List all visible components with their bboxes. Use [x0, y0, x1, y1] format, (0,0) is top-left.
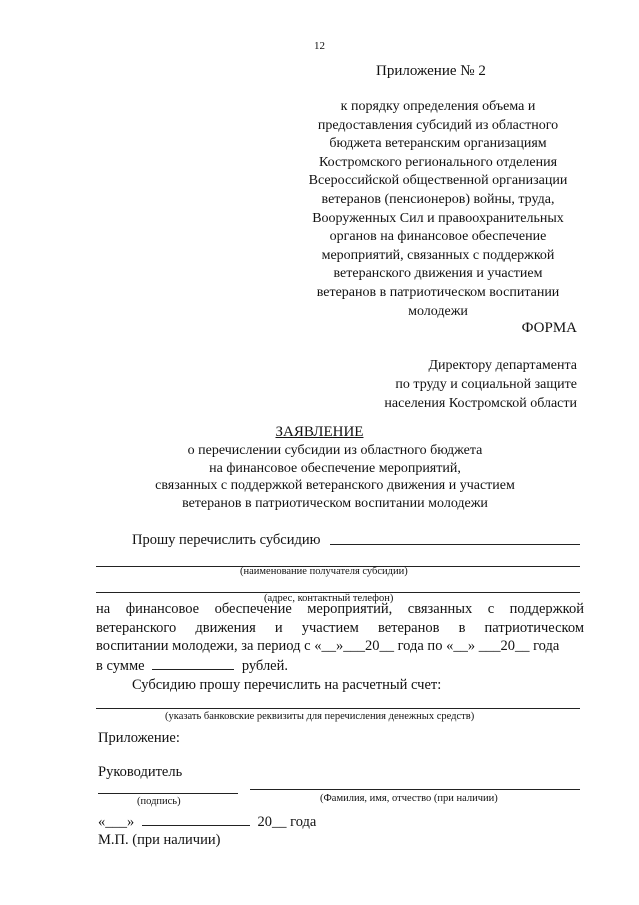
recipient-input-line[interactable]	[330, 544, 580, 545]
word: участием	[301, 619, 359, 636]
subtitle-line: связанных с поддержкой ветеранского движения и участием	[155, 478, 515, 493]
word: связанных	[407, 601, 473, 617]
bank-caption: (указать банковские реквизиты для перечисления денежных средств)	[165, 711, 475, 722]
subtitle-line: ветеранов в патриотическом воспитании молодежи	[182, 495, 488, 511]
annex-line: ветеранов (пенсионеров) войны, труда,	[321, 191, 555, 207]
annex-line: Костромского регионального отделения	[318, 154, 558, 170]
page-number: 12	[314, 40, 325, 52]
period-paragraph	[96, 600, 584, 675]
subtitle-line: на финансовое обеспечение мероприятий,	[209, 460, 461, 476]
word: и	[274, 619, 283, 636]
addressee-line: Директору департамента	[428, 358, 577, 373]
bank-details-input-line[interactable]	[96, 708, 580, 709]
paragraph-line	[96, 600, 584, 619]
word: финансовое	[125, 601, 200, 617]
signature-input-line[interactable]	[98, 793, 238, 794]
annex-line: Вооруженных Сил и правоохранительных	[312, 210, 564, 226]
annex-line: ветеранского движения и участием	[333, 266, 543, 282]
amount-input[interactable]	[152, 656, 234, 670]
addressee-block	[384, 356, 577, 413]
recipient-caption: (наименование получателя субсидии)	[240, 566, 408, 577]
date-line	[98, 812, 316, 831]
annex-description	[298, 98, 578, 321]
attachment-label: Приложение:	[98, 730, 180, 746]
form-label: ФОРМА	[521, 320, 577, 336]
application-subtitle	[100, 442, 570, 512]
amount-prefix: в сумме	[96, 657, 145, 674]
subtitle-line: о перечислении субсидии из областного бюджета	[187, 443, 483, 458]
word: ветеранского	[96, 619, 177, 636]
addressee-line: по труду и социальной защите	[395, 377, 577, 392]
date-year[interactable]: 20__ года	[257, 814, 317, 830]
paragraph-line	[96, 619, 584, 638]
word: с	[487, 601, 495, 617]
word: обеспечение	[214, 601, 292, 617]
word: патриотическом	[484, 619, 584, 636]
annex-line: к порядку определения объема и	[340, 99, 536, 114]
address-caption: (адрес, контактный телефон)	[264, 593, 394, 604]
name-caption: (Фамилия, имя, отчество (при наличии)	[320, 793, 498, 804]
application-title: ЗАЯВЛЕНИЕ	[275, 424, 364, 440]
addressee-line: населения Костромской области	[384, 396, 577, 411]
head-label: Руководитель	[98, 764, 183, 780]
annex-line: молодежи	[408, 303, 468, 319]
word: в	[458, 619, 466, 636]
annex-title: Приложение № 2	[376, 63, 486, 79]
annex-line: органов на финансовое обеспечение	[329, 229, 547, 245]
annex-line: предоставления субсидий из областного	[317, 117, 559, 133]
full-name-input-line[interactable]	[250, 789, 580, 790]
period-line[interactable]: воспитании молодежи, за период с «__»___20__ года по «__» ___20__ года	[96, 638, 560, 654]
word: на	[96, 601, 111, 617]
word: поддержкой	[509, 601, 584, 617]
word: ветеранов	[377, 619, 440, 636]
amount-line	[96, 656, 584, 676]
request-label: Прошу перечислить субсидию	[132, 532, 321, 548]
word: мероприятий,	[307, 601, 393, 617]
word: движения	[195, 619, 256, 636]
date-month-input[interactable]	[142, 812, 250, 826]
stamp-label: М.П. (при наличии)	[98, 832, 221, 848]
amount-suffix: рублей.	[241, 657, 289, 674]
annex-line: бюджета ветеранским организациям	[329, 136, 547, 152]
annex-line: ветеранов в патриотическом воспитании	[316, 284, 560, 300]
date-day[interactable]: «___»	[98, 814, 135, 830]
annex-line: мероприятий, связанных с поддержкой	[321, 247, 555, 263]
account-label: Субсидию прошу перечислить на расчетный счет:	[132, 677, 442, 693]
annex-line: Всероссийской общественной организации	[308, 173, 568, 189]
signature-caption: (подпись)	[137, 796, 181, 807]
